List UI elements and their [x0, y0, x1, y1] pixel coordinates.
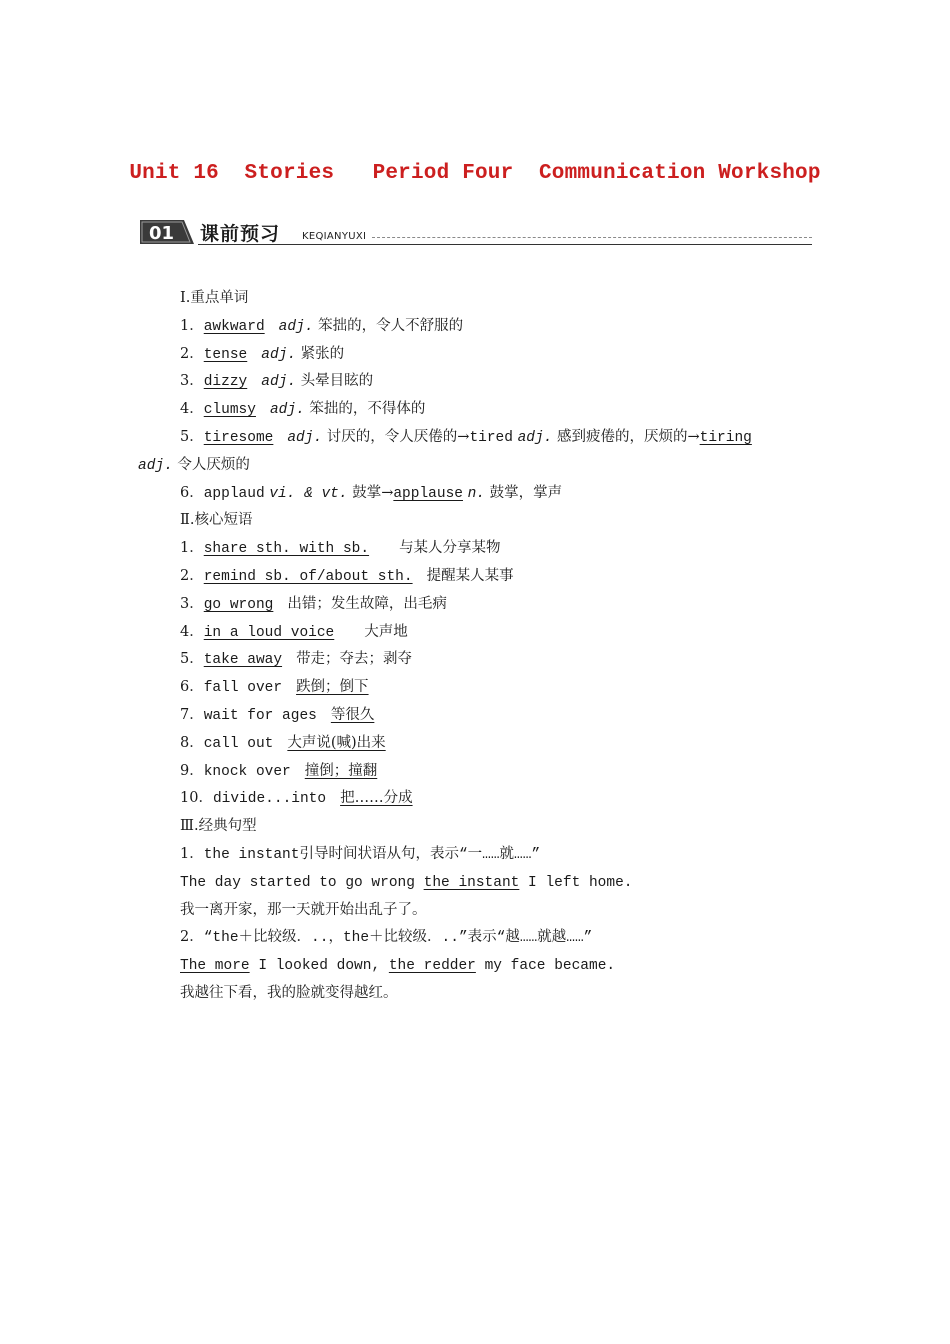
phrase-item: 2．remind sb. of/about sth. 提醒某人某事 [180, 567, 514, 585]
pattern-rule: 2．“the＋比较级．..，the＋比较级．..”表示“越……就越……” [180, 929, 593, 947]
phrase: remind sb. of/about sth. [203, 568, 413, 585]
vocab-word: clumsy [203, 402, 256, 419]
phrase-item: 7．wait for ages 等很久 [180, 706, 375, 724]
pattern-translation: 我越往下看，我的脸就变得越红。 [180, 984, 398, 1001]
section-number-badge [140, 220, 194, 244]
phrase: call out [203, 735, 274, 752]
phrase-meaning: 撞倒；撞翻 [304, 762, 378, 779]
phrase: share sth. with sb. [203, 541, 370, 558]
phrase-meaning: 大声地 [364, 623, 408, 640]
pattern-answer: the redder [388, 958, 476, 975]
phrase-item: 5．take away 带走；夺去；剥夺 [180, 651, 413, 669]
vocab-item: 4．clumsy adj. 笨拙的，不得体的 [180, 401, 426, 419]
vocab-word: tiresome [203, 429, 274, 446]
pattern-text: “the＋比较级．..，the＋比较级．..”表示“越……就越……” [203, 930, 593, 947]
pattern-translation: 我一离开家，那一天就开始出乱子了。 [180, 901, 427, 918]
part-of-speech: adj. [517, 429, 553, 446]
vocab-word: applaud [203, 485, 265, 502]
page-title: Unit 16 Stories Period Four Communication Workshop [129, 162, 821, 185]
vocab-meaning: 笨拙的，令人不舒服的 [318, 317, 464, 334]
vocab-item: 6．applaud vi. & vt. 鼓掌→applause n. 鼓掌，掌声 [180, 484, 563, 502]
vocab-item-continuation [138, 452, 828, 480]
part-of-speech: adj. [261, 374, 297, 391]
pattern-answer: the instant [423, 874, 520, 891]
phrase-meaning: 与某人分享某物 [399, 540, 501, 557]
phrase-meaning: 提醒某人某事 [426, 567, 514, 584]
part-of-speech: vi. & vt. [269, 485, 348, 502]
phrase-meaning: 跌倒；倒下 [296, 679, 369, 696]
vocab-meaning: 紧张的 [300, 345, 345, 362]
vocab-item: 3．dizzy adj. 头晕目眩的 [180, 373, 374, 391]
vocab-meaning: 头晕目眩的 [300, 373, 374, 390]
vocab-word: dizzy [203, 374, 248, 391]
part-of-speech: adj. [261, 346, 297, 363]
phrase: fall over [203, 680, 283, 697]
section-banner [140, 218, 812, 248]
vocab-item: 5．tiresome adj. 讨厌的，令人厌倦的→tired adj. 感到疲倦的，厌烦的→tiring [180, 428, 752, 446]
vocab-word: awkward [203, 318, 265, 335]
phrase: in a loud voice [203, 624, 335, 641]
part-of-speech: adj. [278, 318, 314, 335]
section-heading: Ⅰ.重点单词 [180, 290, 249, 306]
phrase-meaning: 带走；夺去；剥夺 [296, 651, 413, 668]
vocab-item: 1．awkward adj. 笨拙的，令人不舒服的 [180, 317, 464, 335]
badge-number: 01 [149, 223, 175, 244]
phrase: wait for ages [203, 707, 317, 724]
phrase-item: 3．go wrong 出错；发生故障，出毛病 [180, 595, 447, 613]
banner-pinyin: KEQIANYUXI [302, 231, 367, 242]
phrase: divide...into [212, 791, 327, 808]
phrase-item: 8．call out 大声说(喊)出来 [180, 734, 386, 752]
vocab-word: tiring [699, 429, 752, 446]
document-body [138, 285, 828, 1008]
phrase-item: 4．in a loud voice 大声地 [180, 623, 408, 641]
phrase-meaning: 大声说(喊)出来 [287, 734, 386, 751]
pattern-rule: 1．the instant引导时间状语从句，表示“一……就……” [180, 845, 541, 863]
vocab-meaning: 鼓掌→ [352, 484, 394, 501]
pattern-example: The day started to go wrong the instant I left home. [180, 874, 633, 891]
phrase: knock over [203, 763, 291, 780]
vocab-meaning: 令人厌烦的 [177, 456, 250, 473]
part-of-speech: n. [467, 485, 485, 502]
section-heading: Ⅲ.经典句型 [180, 818, 257, 835]
part-of-speech: adj. [287, 429, 323, 446]
phrase: take away [203, 652, 283, 669]
vocab-item: 2．tense adj. 紧张的 [180, 345, 345, 363]
pattern-example: The more I looked down, the redder my face became. [180, 958, 616, 975]
banner-dashed-rule [372, 237, 812, 238]
vocab-meaning: 讨厌的，令人厌倦的→ [326, 428, 470, 445]
vocab-meaning: 感到疲倦的，厌烦的→ [556, 428, 700, 445]
vocab-word: tired [469, 429, 513, 446]
pattern-answer: The more [180, 958, 250, 975]
vocab-word: applause [393, 485, 463, 502]
part-of-speech: adj. [138, 457, 173, 474]
pattern-text: the instant引导时间状语从句，表示“一……就……” [203, 846, 541, 863]
part-of-speech: adj. [269, 402, 305, 419]
banner-title: 课前预习 [200, 223, 281, 245]
phrase-item: 6．fall over 跌倒；倒下 [180, 679, 369, 697]
phrase-item: 9．knock over 撞倒；撞翻 [180, 762, 378, 780]
vocab-meaning: 笨拙的，不得体的 [309, 401, 426, 418]
phrase-meaning: 等很久 [330, 706, 375, 723]
section-heading: Ⅱ.核心短语 [180, 512, 253, 529]
phrase-item: 1．share sth. with sb. 与某人分享某物 [180, 540, 501, 558]
vocab-meaning: 鼓掌，掌声 [489, 484, 563, 501]
banner-solid-rule [198, 244, 812, 245]
phrase-meaning: 出错；发生故障，出毛病 [287, 595, 447, 612]
phrase: go wrong [203, 596, 274, 613]
phrase-item: 10．divide...into 把……分成 [180, 790, 413, 808]
phrase-meaning: 把……分成 [340, 790, 413, 807]
vocab-word: tense [203, 346, 248, 363]
